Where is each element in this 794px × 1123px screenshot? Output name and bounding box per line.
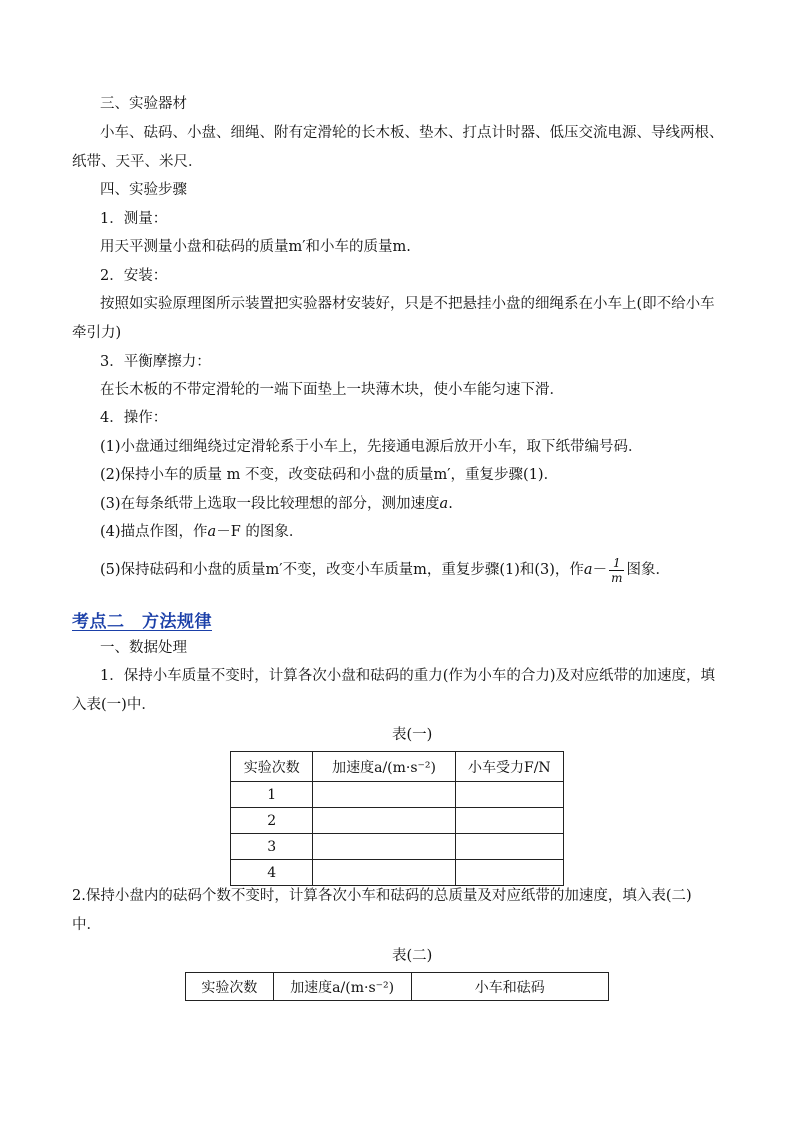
step3-title: 3．平衡摩擦力： bbox=[100, 354, 211, 370]
operation-3 bbox=[100, 494, 453, 514]
step1-title: 1．测量： bbox=[100, 211, 168, 227]
table1-header-cell: 小车受力F/N bbox=[455, 752, 563, 782]
empty-cell bbox=[313, 860, 455, 886]
operation-2: (2)保持小车的质量 m 不变，改变砝码和小盘的质量m′，重复步骤(1)． bbox=[100, 467, 559, 483]
table2-caption: 表(二) bbox=[392, 948, 433, 964]
table1-header-cell: 实验次数 bbox=[231, 752, 313, 782]
operation-4-var: a bbox=[207, 524, 217, 540]
materials-line-2: 纸带、天平、米尺． bbox=[72, 154, 203, 170]
table-row bbox=[231, 834, 564, 860]
section-title: 考点二 方法规律 bbox=[72, 612, 212, 632]
table2-header-cell: 实验次数 bbox=[186, 973, 274, 1001]
table-2 bbox=[185, 972, 609, 1001]
table-row bbox=[231, 808, 564, 834]
table1-caption: 表(一) bbox=[392, 727, 433, 743]
operation-5 bbox=[100, 553, 670, 587]
empty-cell bbox=[313, 782, 455, 808]
operation-3-text: (3)在每条纸带上选取一段比较理想的部分，测加速度 bbox=[100, 496, 440, 512]
paragraph-2-line-2: 中． bbox=[72, 917, 101, 933]
step4-title: 4．操作： bbox=[100, 410, 168, 426]
empty-cell bbox=[313, 834, 455, 860]
table-1 bbox=[230, 751, 564, 886]
fraction-one-over-m bbox=[609, 556, 624, 585]
empty-cell bbox=[313, 808, 455, 834]
operation-3-end: . bbox=[448, 496, 453, 512]
empty-cell bbox=[455, 782, 563, 808]
step3-text: 在长木板的不带定滑轮的一端下面垫上一块薄木块，使小车能匀速下滑． bbox=[100, 382, 564, 398]
data-processing-heading: 一、数据处理 bbox=[100, 640, 187, 656]
table1-header-cell: 加速度a/(m·s⁻²) bbox=[313, 752, 455, 782]
row-number: 3 bbox=[231, 834, 313, 860]
fraction-numerator: 1 bbox=[609, 556, 624, 571]
operation-1: (1)小盘通过细绳绕过定滑轮系于小车上，先接通电源后放开小车，取下纸带编号码． bbox=[100, 439, 643, 455]
operation-4-text: (4)描点作图，作 bbox=[100, 524, 208, 540]
operation-5-var: a bbox=[583, 562, 593, 578]
empty-cell bbox=[455, 834, 563, 860]
row-number: 4 bbox=[231, 860, 313, 886]
operation-4-end: －F 的图象． bbox=[216, 524, 304, 540]
materials-line-1: 小车、砝码、小盘、细绳、附有定滑轮的长木板、垫木、打点计时器、低压交流电源、导线两根、 bbox=[100, 125, 724, 141]
materials-heading: 三、实验器材 bbox=[100, 96, 187, 112]
steps-heading: 四、实验步骤 bbox=[100, 182, 187, 198]
empty-cell bbox=[455, 808, 563, 834]
table-row bbox=[231, 860, 564, 886]
paragraph-2-line-1: 2.保持小盘内的砝码个数不变时，计算各次小车和砝码的总质量及对应纸带的加速度，填入表(二) bbox=[72, 888, 692, 904]
step2-text-1: 按照如实验原理图所示装置把实验器材安装好，只是不把悬挂小盘的细绳系在小车上(即不给小车 bbox=[100, 296, 715, 312]
table2-header-cell: 加速度a/(m·s⁻²) bbox=[273, 973, 411, 1001]
table2-header-cell: 小车和砝码 bbox=[411, 973, 608, 1001]
row-number: 1 bbox=[231, 782, 313, 808]
table1-header-row bbox=[231, 752, 564, 782]
operation-4 bbox=[100, 522, 303, 542]
paragraph-1-line-2: 入表(一)中． bbox=[72, 697, 156, 713]
paragraph-1-line-1: 1．保持小车质量不变时，计算各次小盘和砝码的重力(作为小车的合力)及对应纸带的加速度，填 bbox=[100, 668, 716, 684]
operation-5-end: 图象． bbox=[626, 562, 670, 578]
empty-cell bbox=[455, 860, 563, 886]
row-number: 2 bbox=[231, 808, 313, 834]
table-row bbox=[231, 782, 564, 808]
operation-5-dash: － bbox=[592, 562, 608, 578]
table2-header-row bbox=[186, 973, 609, 1001]
operation-3-var: a bbox=[439, 496, 449, 512]
fraction-denominator: m bbox=[611, 570, 623, 585]
step2-title: 2．安装： bbox=[100, 268, 168, 284]
step2-text-2: 牵引力) bbox=[72, 325, 122, 341]
operation-5-text: (5)保持砝码和小盘的质量m′不变，改变小车质量m，重复步骤(1)和(3)，作 bbox=[100, 562, 584, 578]
step1-text: 用天平测量小盘和砝码的质量m′和小车的质量m. bbox=[100, 239, 411, 255]
